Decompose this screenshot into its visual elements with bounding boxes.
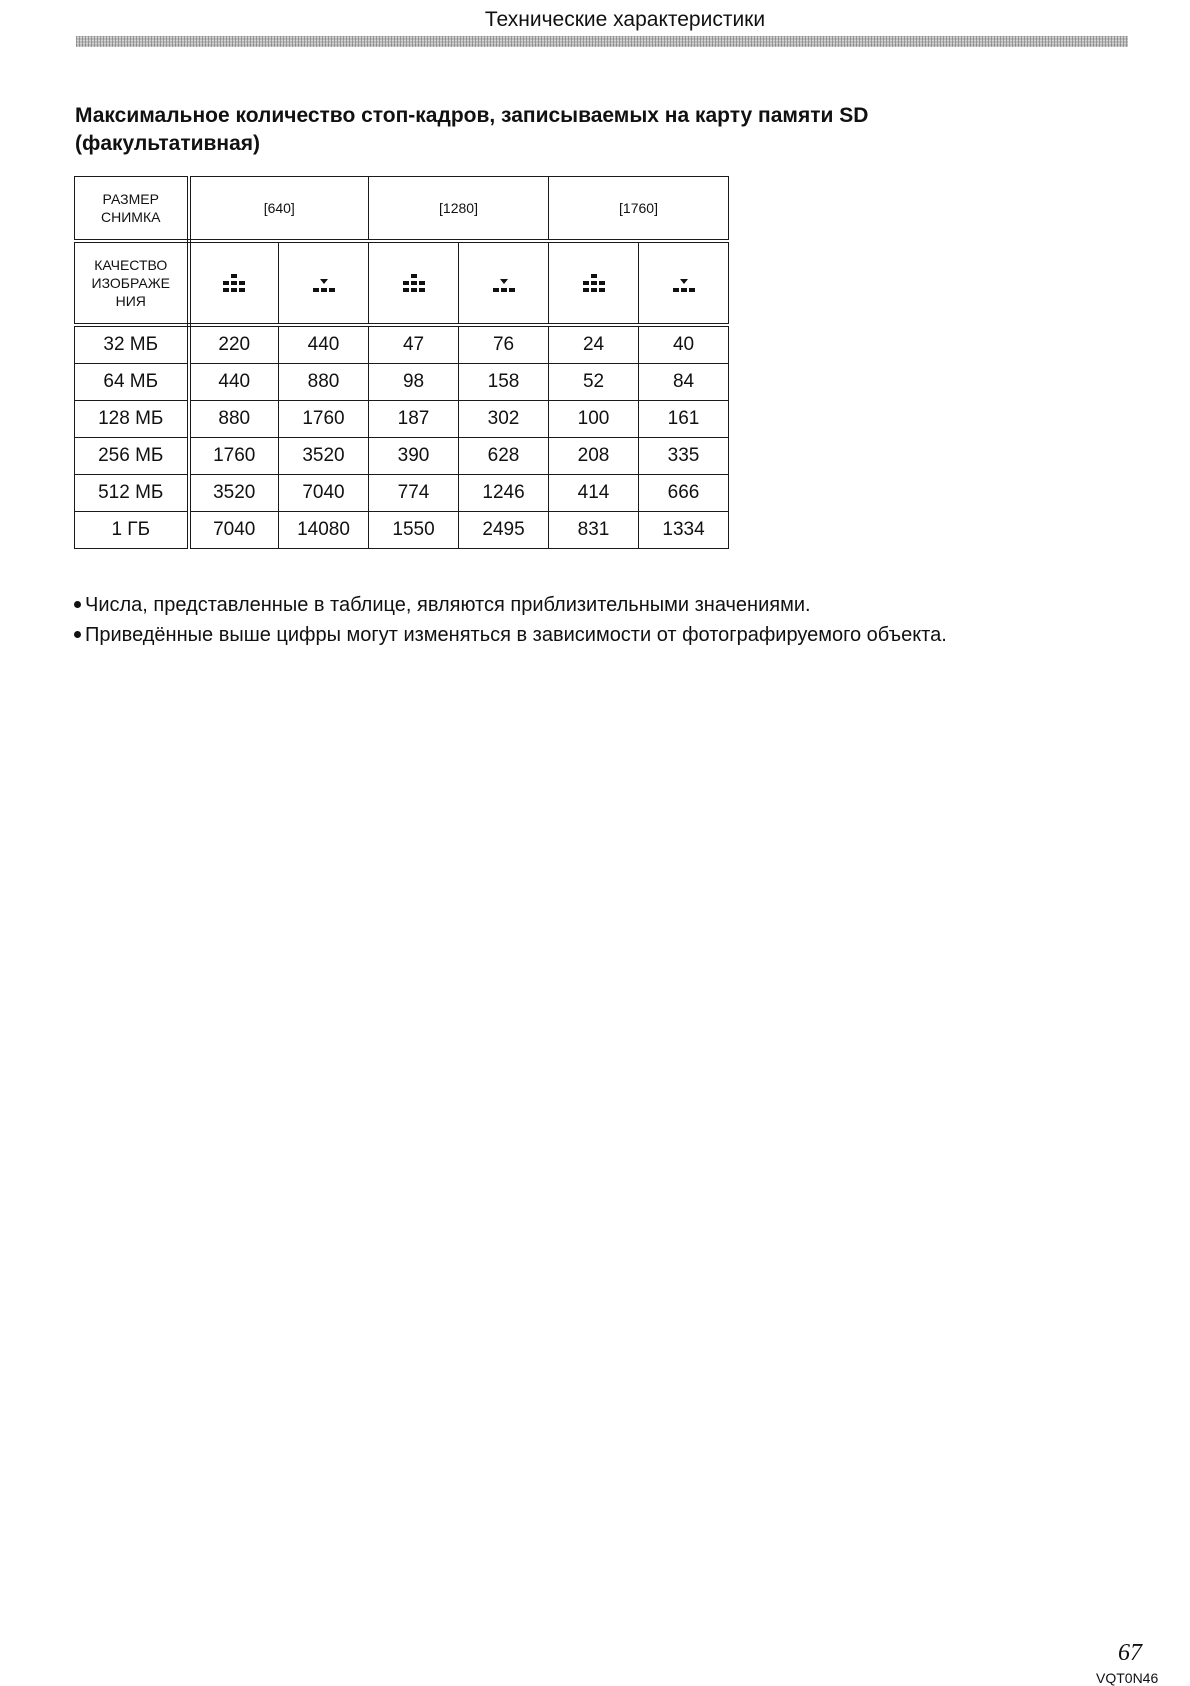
table-cell: 1334 [639,512,729,549]
table-cell: 158 [459,364,549,401]
card-size-cell: 512 МБ [75,475,189,512]
table-cell: 40 [639,325,729,364]
table-cell: 3520 [189,475,279,512]
table-cell: 14080 [279,512,369,549]
size-label-cell [75,177,189,242]
table-cell: 2495 [459,512,549,549]
table-cell: 880 [189,401,279,438]
table-row [75,512,729,549]
table-cell: 1760 [279,401,369,438]
quality-cell [549,241,639,325]
table-cell: 47 [369,325,459,364]
table-cell: 208 [549,438,639,475]
table-row [75,438,729,475]
document-code: VQT0N46 [1096,1670,1159,1686]
table-cell: 3520 [279,438,369,475]
table-cell: 628 [459,438,549,475]
quality-cell [189,241,279,325]
table-cell: 220 [189,325,279,364]
table-cell: 666 [639,475,729,512]
note-item [74,620,1134,650]
table-cell: 100 [549,401,639,438]
quality-label-line-2: ИЗОБРАЖЕ [91,275,170,291]
table-cell: 390 [369,438,459,475]
quality-header-row [75,241,729,325]
note-item [74,590,1134,620]
standard-quality-icon [671,273,697,293]
quality-label-line-3: НИЯ [115,293,146,309]
table-cell: 440 [189,364,279,401]
table-cell: 774 [369,475,459,512]
section-title-line-2: (факультативная) [75,132,261,155]
table-cell: 831 [549,512,639,549]
table-row [75,325,729,364]
quality-cell [459,241,549,325]
table-cell: 7040 [189,512,279,549]
quality-cell [639,241,729,325]
fine-quality-icon [221,273,247,293]
card-size-cell: 256 МБ [75,438,189,475]
table-cell: 335 [639,438,729,475]
table-row [75,401,729,438]
table-cell: 161 [639,401,729,438]
notes-list [74,590,1134,650]
quality-cell [279,241,369,325]
size-label-line-2: СНИМКА [101,209,161,225]
standard-quality-icon [491,273,517,293]
table-cell: 440 [279,325,369,364]
note-text: Приведённые выше цифры могут изменяться в зависимости от фотографируемого объекта. [85,624,947,646]
table-row [75,475,729,512]
card-size-cell: 1 ГБ [75,512,189,549]
bullet-icon [74,601,81,608]
section-title [75,102,1085,158]
table-cell: 1246 [459,475,549,512]
table-cell: 414 [549,475,639,512]
page-number: 67 [1118,1640,1142,1666]
table-cell: 24 [549,325,639,364]
quality-cell [369,241,459,325]
size-header-row [75,177,729,242]
table-cell: 1550 [369,512,459,549]
quality-label-cell [75,241,189,325]
card-size-cell: 64 МБ [75,364,189,401]
fine-quality-icon [401,273,427,293]
table-cell: 84 [639,364,729,401]
resolution-1760: [1760] [549,177,729,242]
table-cell: 98 [369,364,459,401]
table-cell: 1760 [189,438,279,475]
table-cell: 7040 [279,475,369,512]
page-header-title: Технические характеристики [484,8,766,31]
table-cell: 76 [459,325,549,364]
bullet-icon [74,631,81,638]
capacity-table [74,176,729,549]
table-cell: 302 [459,401,549,438]
resolution-1280: [1280] [369,177,549,242]
table-row [75,364,729,401]
table-cell: 187 [369,401,459,438]
quality-label-line-1: КАЧЕСТВО [94,257,168,273]
note-text: Числа, представленные в таблице, являются приблизительными значениями. [85,594,811,616]
standard-quality-icon [311,273,337,293]
table-cell: 52 [549,364,639,401]
table-cell: 880 [279,364,369,401]
header-divider [76,36,1128,47]
card-size-cell: 128 МБ [75,401,189,438]
card-size-cell: 32 МБ [75,325,189,364]
size-label-line-1: РАЗМЕР [102,191,159,207]
fine-quality-icon [581,273,607,293]
resolution-640: [640] [189,177,369,242]
section-title-line-1: Максимальное количество стоп-кадров, записываемых на карту памяти SD [75,104,869,127]
